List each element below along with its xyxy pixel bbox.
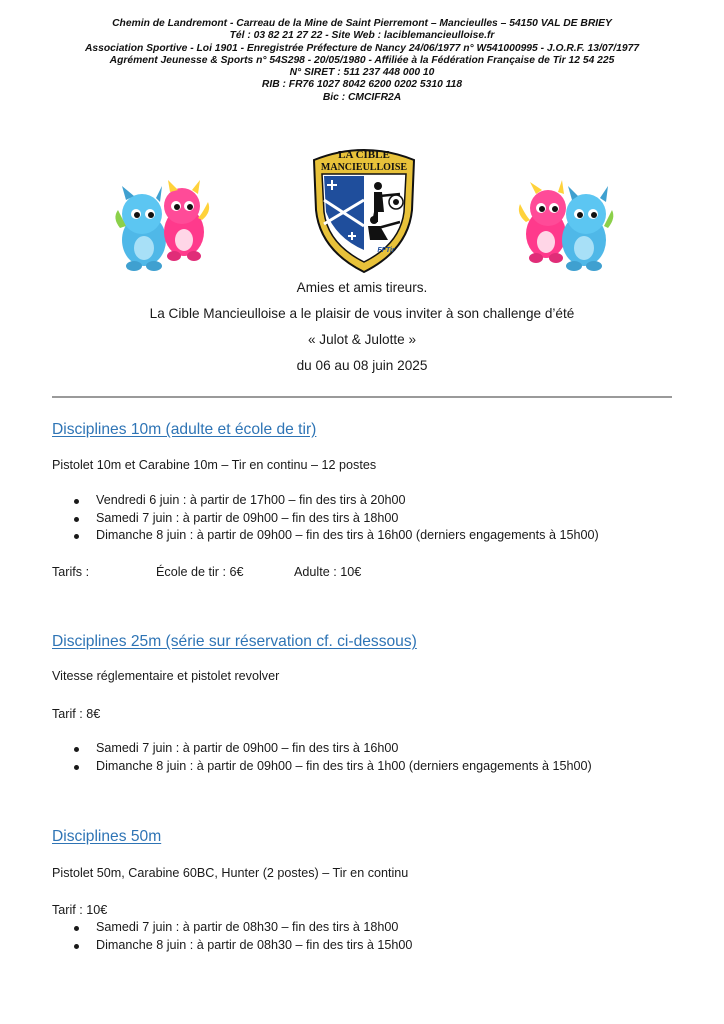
bullet-icon <box>74 926 79 931</box>
club-logo <box>308 140 420 275</box>
tarifs-label: Tarifs : <box>52 565 90 579</box>
section-10m-schedule <box>52 492 599 545</box>
letterhead <box>0 18 724 104</box>
letterhead-association: Association Sportive - Loi 1901 - Enregistrée Préfecture de Nancy 24/06/1977 n° W541000995 - J.O.R.F. 13/07/1977 <box>84 42 640 54</box>
schedule-text: Samedi 7 juin : à partir de 09h00 – fin des tirs à 16h00 <box>96 741 399 755</box>
letterhead-rib: RIB : FR76 1027 8042 6200 0202 5310 118 <box>261 79 463 91</box>
section-10m-title[interactable]: Disciplines 10m (adulte et école de tir) <box>52 421 317 438</box>
section-10m-description: Pistolet 10m et Carabine 10m – Tir en continu – 12 postes <box>52 458 377 472</box>
intro-event-name: « Julot & Julotte » <box>307 332 417 347</box>
letterhead-agrement: Agrément Jeunesse & Sports n° 54S298 - 20/05/1980 - Affiliée à la Fédération Française de Tir 12 54 225 <box>109 54 615 66</box>
letterhead-siret: N° SIRET : 511 237 448 000 10 <box>289 67 435 79</box>
plush-dragons-left-icon <box>112 178 214 276</box>
section-25m-title[interactable]: Disciplines 25m (série sur réservation cf. ci-dessous) <box>52 633 417 650</box>
list-item <box>52 527 599 545</box>
section-50m-title[interactable]: Disciplines 50m <box>52 828 162 845</box>
tarif-adulte: Adulte : 10€ <box>294 565 362 579</box>
schedule-text: Samedi 7 juin : à partir de 08h30 – fin des tirs à 18h00 <box>96 920 399 934</box>
schedule-text: Dimanche 8 juin : à partir de 09h00 – fin des tirs à 16h00 (derniers engagements à 15h00) <box>96 528 599 542</box>
logo-badge: FFTir <box>377 247 395 254</box>
tarif-ecole: École de tir : 6€ <box>156 565 244 579</box>
bullet-icon <box>74 944 79 949</box>
list-item <box>52 510 599 528</box>
letterhead-address: Chemin de Landremont - Carreau de la Mine de Saint Pierremont – Mancieulles – 54150 VAL DE BRIEY <box>112 18 612 29</box>
section-50m-tarif: Tarif : 10€ <box>52 903 108 917</box>
letterhead-contact: Tél : 03 82 21 27 22 - Site Web : laciblemancieulloise.fr <box>229 30 495 42</box>
list-item <box>52 937 412 955</box>
bullet-icon <box>74 747 79 752</box>
schedule-text: Dimanche 8 juin : à partir de 09h00 – fin des tirs à 1h00 (derniers engagements à 15h00) <box>96 758 592 773</box>
section-50m-schedule <box>52 919 412 954</box>
bullet-icon <box>74 499 79 504</box>
section-50m-description: Pistolet 50m, Carabine 60BC, Hunter (2 postes) – Tir en continu <box>52 866 409 880</box>
list-item <box>52 740 592 758</box>
letterhead-bic: Bic : CMCIFR2A <box>322 91 402 103</box>
plush-dragons-right-icon <box>516 180 616 276</box>
section-25m-tarif: Tarif : 8€ <box>52 707 101 721</box>
schedule-text: Dimanche 8 juin : à partir de 08h30 – fin des tirs à 15h00 <box>96 937 413 952</box>
list-item <box>52 919 412 937</box>
section-divider <box>52 396 672 398</box>
section-25m-description: Vitesse réglementaire et pistolet revolver <box>52 669 280 683</box>
intro-greeting: Amies et amis tireurs. <box>296 280 428 295</box>
schedule-text: Samedi 7 juin : à partir de 09h00 – fin des tirs à 18h00 <box>96 510 399 525</box>
logo-title-line2: MANCIEULLOISE <box>320 162 408 173</box>
intro-invitation: La Cible Mancieulloise a le plaisir de vous inviter à son challenge d’été <box>149 306 575 321</box>
intro-dates: du 06 au 08 juin 2025 <box>296 358 428 373</box>
section-25m-schedule <box>52 740 592 775</box>
list-item <box>52 492 599 510</box>
bullet-icon <box>74 517 79 522</box>
logo-title-line1: LA CIBLE <box>338 149 390 161</box>
bullet-icon <box>74 534 79 539</box>
list-item <box>52 758 592 776</box>
bullet-icon <box>74 765 79 770</box>
schedule-text: Vendredi 6 juin : à partir de 17h00 – fin des tirs à 20h00 <box>96 493 406 507</box>
